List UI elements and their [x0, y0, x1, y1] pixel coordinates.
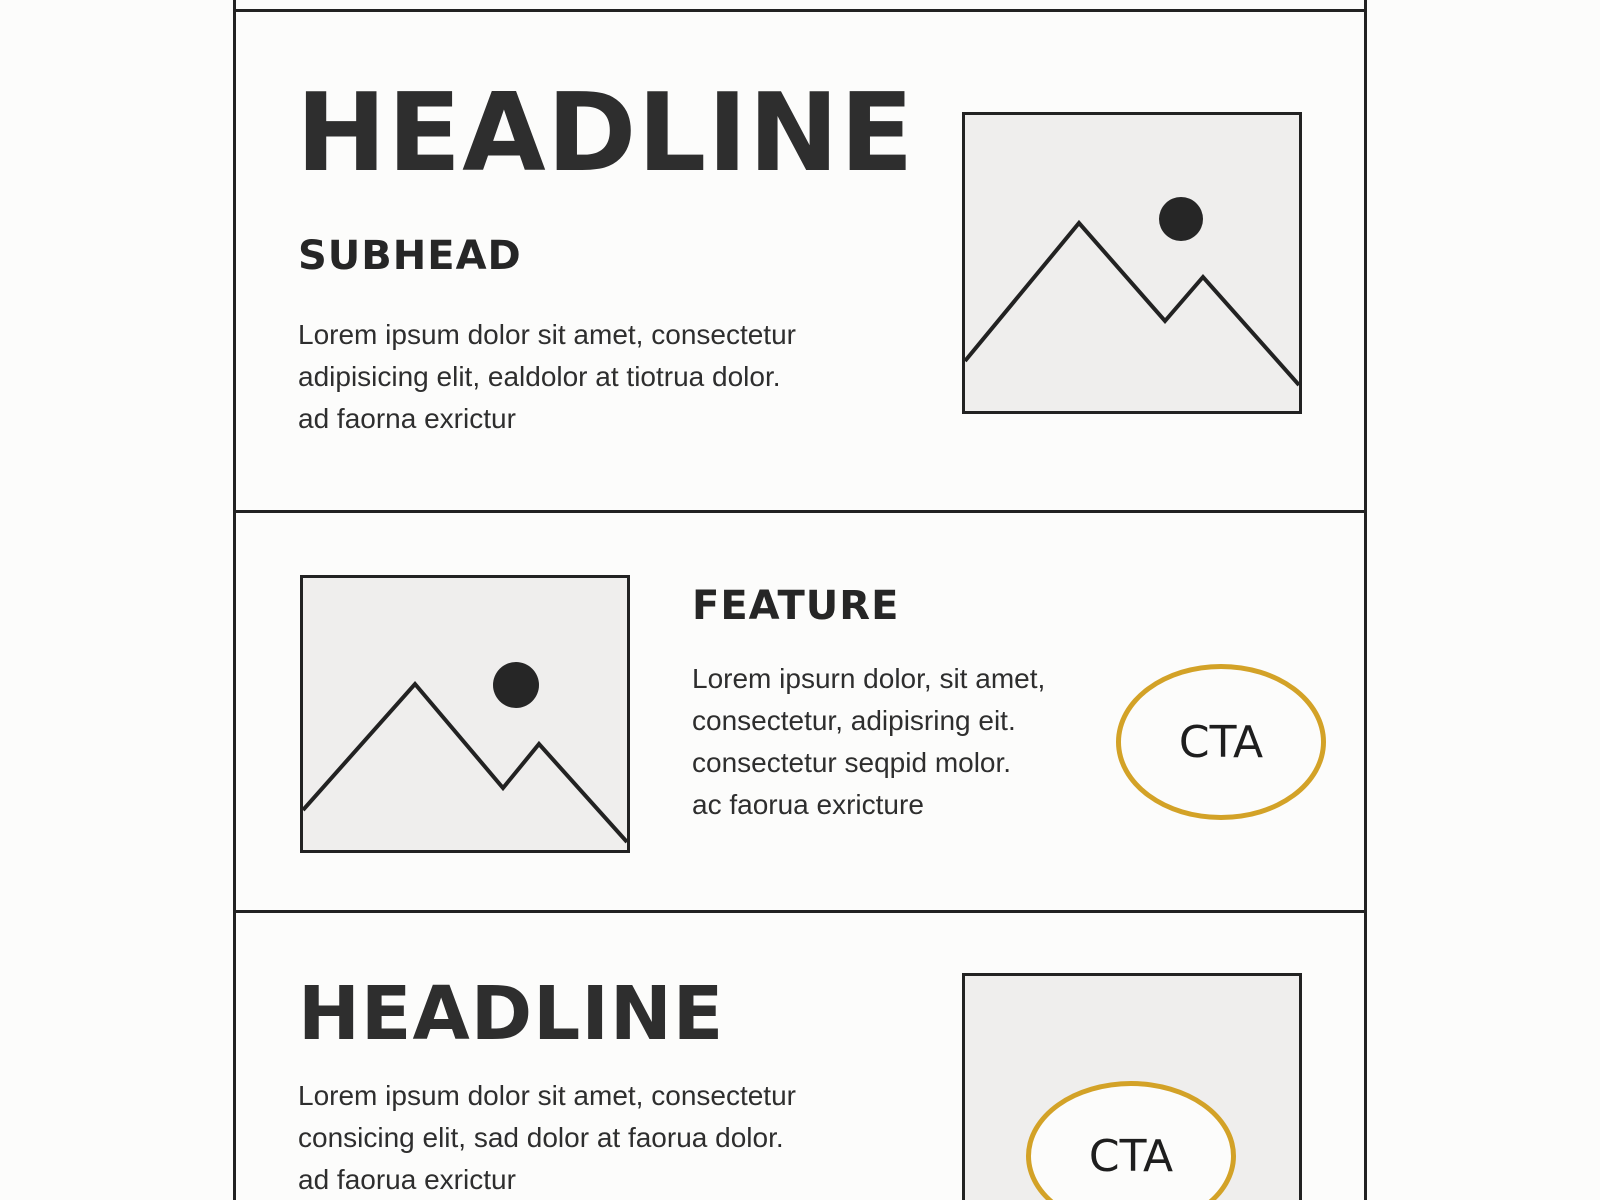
secondary-headline: HEADLINE [298, 971, 725, 1057]
hero-body-text [298, 314, 796, 440]
cta-button[interactable]: CTA [1116, 664, 1326, 820]
feature-section [236, 513, 1364, 910]
body-line: Lorem ipsum dolor sit amet, consectetur [298, 319, 796, 350]
image-placeholder-icon [962, 112, 1302, 414]
hero-section [236, 12, 1364, 510]
headline-cta-section [236, 913, 1364, 1200]
secondary-body-text [298, 1075, 796, 1200]
hero-headline: HEADLINE [296, 71, 915, 196]
body-line: ad faorna exrictur [298, 403, 516, 434]
image-placeholder-icon [300, 575, 630, 853]
hero-subhead: SUBHEAD [298, 233, 522, 279]
cta-button[interactable]: CTA [1026, 1081, 1236, 1200]
body-line: ad faorua exrictur [298, 1164, 516, 1195]
body-line: consectetur seqpid molor. [692, 747, 1012, 778]
body-line: ac faorua exricture [692, 789, 924, 820]
body-line: consectetur, adipisring eit. [692, 705, 1016, 736]
feature-body-text [692, 658, 1045, 826]
feature-title: FEATURE [692, 583, 900, 629]
body-line: Lorem ipsum dolor sit amet, consectetur [298, 1080, 796, 1111]
body-line: consicing elit, sad dolor at faorua dolor. [298, 1122, 784, 1153]
body-line: Lorem ipsurn dolor, sit amet, [692, 663, 1046, 694]
body-line: adipisicing elit, ealdolor at tiotrua dolor. [298, 361, 781, 392]
